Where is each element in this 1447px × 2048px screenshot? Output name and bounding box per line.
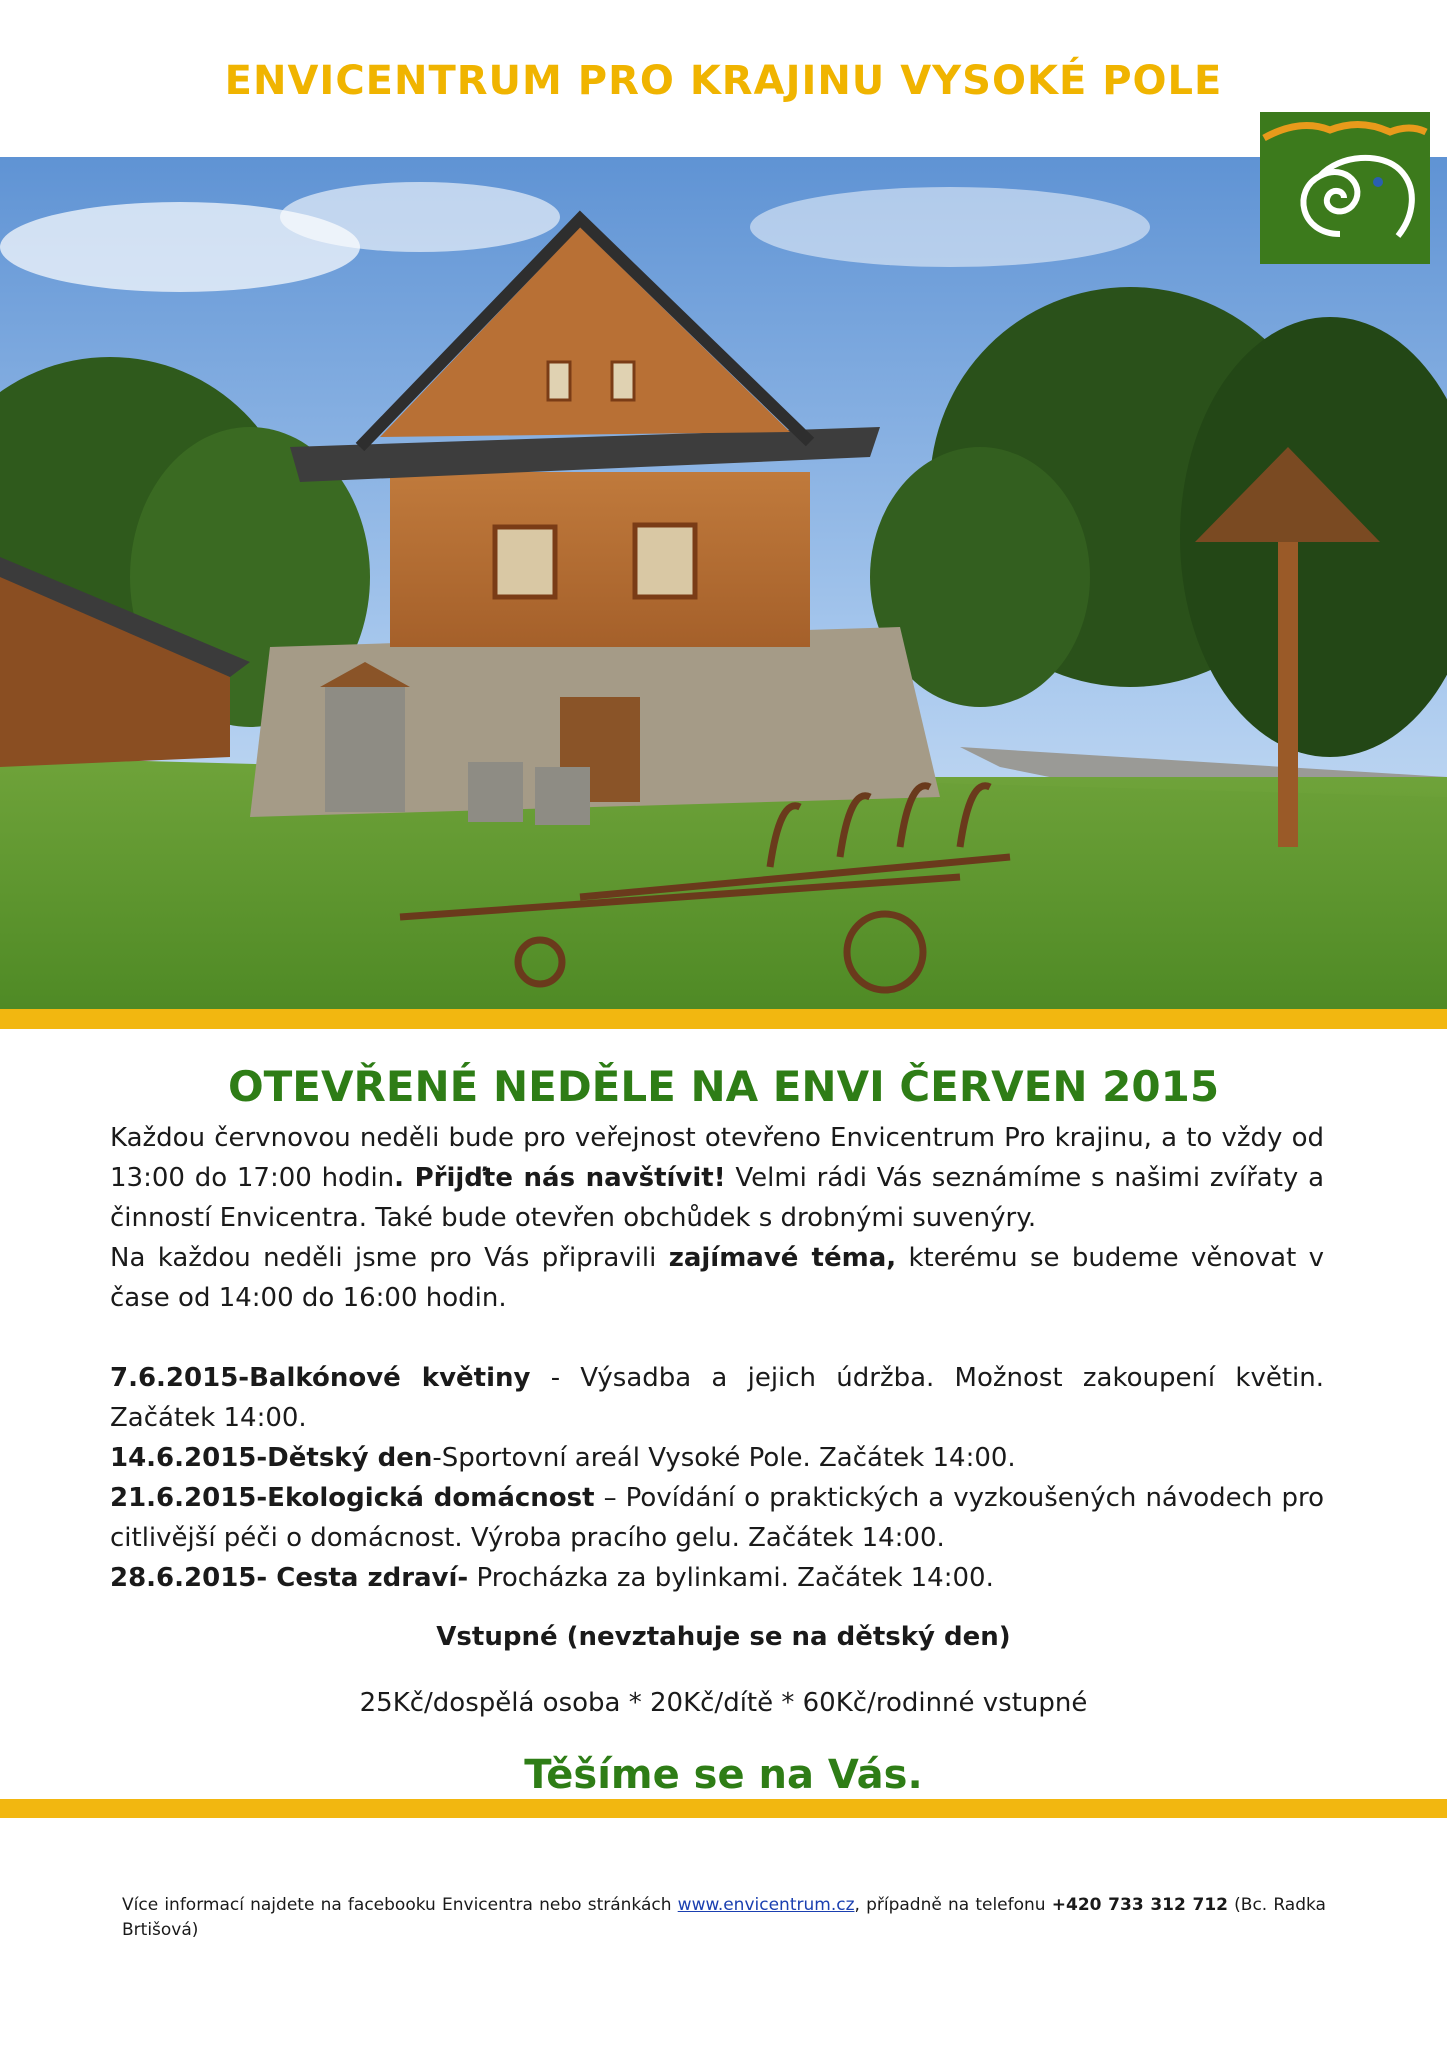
- closing-greeting: Těšíme se na Vás.: [524, 1752, 923, 1798]
- yellow-divider-top: [0, 1009, 1447, 1029]
- website-link[interactable]: www.envicentrum.cz: [677, 1895, 855, 1915]
- footer-info: Více informací najdete na facebooku Envicentra nebo stránkách www.envicentrum.cz, případně na telefonu +420 733 312 712 (Bc. Radka Brtišová): [122, 1895, 1326, 1940]
- ram-spiral-logo-icon: [1260, 112, 1430, 264]
- main-body: [110, 1118, 1324, 1598]
- entry-fee-prices: 25Kč/dospělá osoba * 20Kč/dítě * 60Kč/rodinné vstupné: [359, 1688, 1088, 1718]
- event-item: 14.6.2015-Dětský den-Sportovní areál Vysoké Pole. Začátek 14:00.: [110, 1443, 1016, 1473]
- event-item: 21.6.2015-Ekologická domácnost – Povídání o praktických a vyzkoušených návodech pro citlivější péči o domácnost. Výroba pracího gelu. Začátek 14:00.: [110, 1483, 1324, 1553]
- intro-paragraph: Každou červnovou neděli bude pro veřejnost otevřeno Envicentrum Pro krajinu, a to vždy od 13:00 do 17:00 hodin. Přijďte nás navštívit! Velmi rádi Vás seznámíme s našimi zvířaty a činností Envicentra. Také bude otevřen obchůdek s drobnými suvenýry.: [110, 1123, 1325, 1233]
- event-item: 7.6.2015-Balkónové květiny - Výsadba a jejich údržba. Možnost zakoupení květin. Začátek 14:00.: [110, 1363, 1324, 1433]
- yellow-divider-bottom: [0, 1799, 1447, 1818]
- theme-paragraph: Na každou neděli jsme pro Vás připravili zajímavé téma, kterému se budeme věnovat v čase od 14:00 do 16:00 hodin.: [110, 1243, 1324, 1313]
- event-item: 28.6.2015- Cesta zdraví- Procházka za bylinkami. Začátek 14:00.: [110, 1563, 994, 1593]
- main-heading: OTEVŘENÉ NEDĚLE NA ENVI ČERVEN 2015: [227, 1062, 1220, 1111]
- entry-fee-title: Vstupné (nevztahuje se na dětský den): [436, 1622, 1011, 1652]
- wooden-house-photo: [0, 157, 1447, 1009]
- phone-number: +420 733 312 712: [1051, 1895, 1228, 1915]
- page-title: ENVICENTRUM PRO KRAJINU VYSOKÉ POLE: [224, 58, 1223, 104]
